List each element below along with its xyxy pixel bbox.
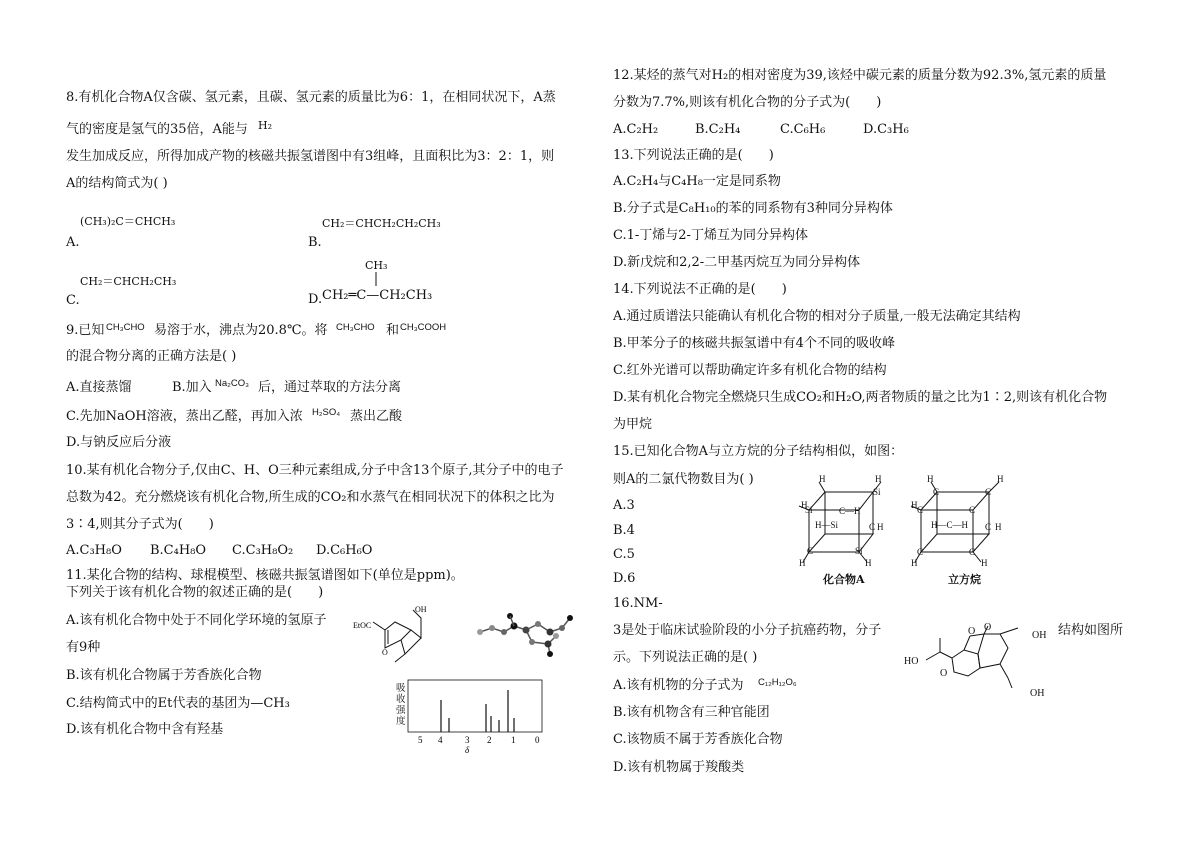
q8-opt-c-formula: CH₂＝CHCH₂CH₃	[80, 275, 177, 288]
q8-opt-d-ch3: CH₃	[365, 259, 388, 272]
q8-opt-a-formula: (CH₃)₂C＝CHCH₃	[80, 215, 176, 228]
q13-opt-a: A.C₂H₄与C₄H₈一定是同系物	[613, 174, 781, 189]
q9-opt-b-2: 后，通过萃取的方法分离	[258, 380, 402, 395]
svg-text:C: C	[933, 487, 940, 497]
q9-part3: 和	[386, 323, 400, 338]
svg-text:H: H	[981, 558, 988, 568]
q9-opt-c-1: C.先加NaOH溶液，蒸出乙醛，再加入浓	[66, 409, 303, 424]
q9-opt-a: A.直接蒸馏	[66, 380, 132, 395]
q10-opt-c: C.C₃H₈O₂	[232, 543, 294, 558]
q8-line2: 气的密度是氢气的35倍，A能与	[66, 122, 248, 137]
q10-line1: 10.某有机化合物分子,仅由C、H、O三种元素组成,分子中含13个原子,其分子中的电子	[66, 463, 564, 478]
q11-line2: 下列关于该有机化合物的叙述正确的是( )	[66, 585, 324, 600]
svg-text:C: C	[985, 487, 992, 497]
q9-opt-b-formula: Na₂CO₃	[215, 378, 249, 389]
q11-tick-2: 2	[487, 735, 492, 745]
svg-text:H—C—H: H—C—H	[931, 520, 969, 530]
svg-text:H—Si: H—Si	[815, 520, 839, 530]
svg-text:H: H	[801, 500, 808, 510]
q9-opt-b-1: B.加入	[172, 380, 212, 395]
q9-opt-d: D.与钠反应后分液	[66, 435, 172, 450]
q12-opt-b: B.C₂H₄	[695, 122, 741, 137]
nm3-structure	[900, 618, 1060, 698]
q10-line3: 3∶4,则其分子式为( )	[66, 517, 214, 532]
cubane-label: 立方烷	[948, 573, 981, 586]
q14-opt-d-1: D.某有机化合物完全燃烧只生成CO₂和H₂O,两者物质的量之比为1∶2,则该有机化合物	[613, 390, 1108, 405]
q12-opt-a: A.C₂H₂	[613, 122, 659, 137]
q9-formula-2: CH₃CHO	[336, 322, 375, 333]
q8-line3: 发生加成反应，所得加成产物的核磁共振氢谱图中有3组峰，且面积比为3：2：1，则	[66, 149, 555, 164]
q16-opt-d: D.该有机物属于羧酸类	[613, 760, 745, 775]
q11-etoc-label: EtOC	[353, 621, 372, 630]
q8-h2: H₂	[258, 119, 273, 132]
q10-opt-a: A.C₃H₈O	[66, 543, 122, 558]
q14-opt-b: B.甲苯分子的核磁共振氢谱中有4个不同的吸收峰	[613, 336, 895, 351]
q11-opt-d: D.该有机化合物中含有羟基	[66, 722, 224, 737]
q13-stem: 13.下列说法正确的是( )	[613, 148, 774, 163]
q9-part1: 9.已知	[66, 323, 105, 338]
svg-text:H: H	[997, 474, 1004, 484]
q10-opt-b: B.C₄H₈O	[150, 543, 207, 558]
q15-opt-a: A.3	[613, 498, 635, 513]
q8-opt-b: B.	[308, 235, 322, 250]
nm3-oh-label-2: OH	[1030, 688, 1045, 699]
q16-line2: 3是处于临床试验阶段的小分子抗癌药物，分子	[613, 623, 882, 638]
svg-text:C: C	[807, 546, 814, 556]
q9-formula-3: CH₃COOH	[400, 322, 447, 333]
q11-opt-a-1: A.该有机化合物中处于不同化学环境的氢原子	[66, 613, 327, 628]
nm3-o1-label: O	[940, 668, 948, 679]
q11-structure-diagram	[355, 600, 445, 670]
q12-line2: 分数为7.7%,则该有机化合物的分子式为( )	[613, 95, 882, 110]
q9-opt-c-formula: H₂SO₄	[312, 407, 341, 418]
svg-text:C: C	[969, 505, 976, 515]
svg-text:H: H	[877, 522, 884, 532]
q16-line1: 16.NM-	[613, 596, 663, 611]
q16-line2-end: 结构如图所	[1058, 623, 1124, 638]
q14-opt-c: C.红外光谱可以帮助确定许多有机化合物的结构	[613, 363, 887, 378]
svg-text:H: H	[875, 474, 882, 484]
q10-opt-d: D.C₆H₆O	[316, 543, 373, 558]
svg-text:C: C	[869, 522, 876, 532]
q14-opt-a: A.通过质谱法只能确认有机化合物的相对分子质量,一般无法确定其结构	[613, 309, 1021, 324]
q11-delta-label: δ	[465, 745, 470, 755]
q15-opt-b: B.4	[613, 523, 635, 538]
q11-tick-3: 3	[465, 735, 470, 745]
svg-text:H: H	[927, 474, 934, 484]
nm3-oh-label-1: OH	[1032, 630, 1047, 641]
q13-opt-b: B.分子式是C₈H₁₀的苯的同系物有3种同分异构体	[613, 201, 893, 216]
q8-opt-d-formula: CH₂═C—CH₂CH₃	[322, 288, 433, 303]
q11-tick-0: 0	[535, 735, 540, 745]
q12-opt-c: C.C₆H₆	[780, 122, 826, 137]
svg-text:H: H	[799, 558, 806, 568]
q11-tick-4: 4	[438, 735, 443, 745]
q14-stem: 14.下列说法不正确的是( )	[613, 282, 787, 297]
q10-line2: 总数为42。充分燃烧该有机化合物,所生成的CO₂和水蒸气在相同状况下的体积之比为	[66, 490, 555, 505]
svg-text:H: H	[911, 500, 918, 510]
q9-line2: 的混合物分离的正确方法是( )	[66, 349, 237, 364]
q16-opt-b: B.该有机物含有三种官能团	[613, 705, 770, 720]
q16-opt-a-formula: C₁₂H₁₂O₆	[758, 677, 797, 688]
svg-text:C—H: C—H	[839, 506, 861, 516]
q15-opt-c: C.5	[613, 547, 635, 562]
compound-a-label: 化合物A	[823, 573, 865, 586]
svg-text:Si: Si	[855, 546, 863, 556]
svg-text:C: C	[969, 547, 976, 557]
q11-spectrum-axis	[408, 731, 558, 757]
q13-opt-d: D.新戊烷和2,2-二甲基丙烷互为同分异构体	[613, 255, 861, 270]
q14-opt-d-2: 为甲烷	[613, 417, 653, 432]
q15-line2: 则A的二氯代物数目为( )	[613, 472, 754, 487]
compound-a-structure	[795, 474, 895, 568]
q9-opt-c-2: 蒸出乙酸	[350, 409, 403, 424]
nm3-ho-label: HO	[904, 656, 919, 667]
svg-text:H: H	[995, 522, 1002, 532]
q16-opt-a-1: A.该有机物的分子式为	[613, 678, 744, 693]
q11-ball-stick-model	[470, 610, 580, 660]
svg-text:Si: Si	[873, 487, 881, 497]
q8-line1: 8.有机化合物A仅含碳、氢元素，且碳、氢元素的质量比为6：1，在相同状况下，A蒸	[66, 90, 556, 105]
cubane-structure	[907, 474, 1007, 568]
q11-opt-b: B.该有机化合物属于芳香族化合物	[66, 668, 262, 683]
q12-line1: 12.某烃的蒸气对H₂的相对密度为39,该烃中碳元素的质量分数为92.3%,氢元素的质量	[613, 68, 1107, 83]
svg-text:C: C	[917, 505, 924, 515]
q8-opt-d: D.	[308, 292, 323, 307]
q11-opt-c: C.结构简式中的Et代表的基团为—CH₃	[66, 696, 290, 711]
q12-opt-d: D.C₃H₆	[863, 122, 909, 137]
q11-oh-label: OH	[415, 605, 427, 614]
svg-text:H: H	[819, 474, 826, 484]
q15-opt-d: D.6	[613, 571, 636, 586]
svg-text:H: H	[911, 558, 918, 568]
svg-text:H: H	[865, 558, 872, 568]
nm3-o2-label: O	[968, 626, 976, 637]
q11-opt-a-2: 有9种	[66, 640, 101, 655]
q16-line3: 示。下列说法正确的是( )	[613, 650, 758, 665]
q8-opt-a: A.	[66, 235, 80, 250]
q11-tick-1: 1	[511, 735, 516, 745]
svg-text:C: C	[917, 547, 924, 557]
q15-line1: 15.已知化合物A与立方烷的分子结构相似，如图：	[613, 444, 904, 459]
q11-line1: 11.某化合物的结构、球棍模型、核磁共振氢谱图如下(单位是ppm)。	[66, 568, 464, 583]
q8-opt-c: C.	[66, 293, 80, 308]
q13-opt-c: C.1-丁烯与2-丁烯互为同分异构体	[613, 228, 808, 243]
q9-formula-1: CH₃CHO	[106, 322, 145, 333]
q8-line4: A的结构简式为( )	[66, 176, 168, 191]
q8-opt-d-bond	[375, 272, 377, 286]
q8-opt-b-formula: CH₂＝CHCH₂CH₂CH₃	[322, 217, 441, 230]
svg-text:C: C	[985, 522, 992, 532]
q11-spectrum-ylabel: 吸 收 强 度	[396, 683, 406, 727]
q9-part2: 易溶于水，沸点为20.8℃。将	[154, 323, 328, 338]
q11-o-label: O	[382, 648, 388, 657]
q11-tick-5: 5	[418, 735, 423, 745]
q16-opt-c: C.该物质不属于芳香族化合物	[613, 732, 783, 747]
svg-text:Si: Si	[805, 505, 813, 515]
svg-text:O: O	[984, 622, 992, 633]
